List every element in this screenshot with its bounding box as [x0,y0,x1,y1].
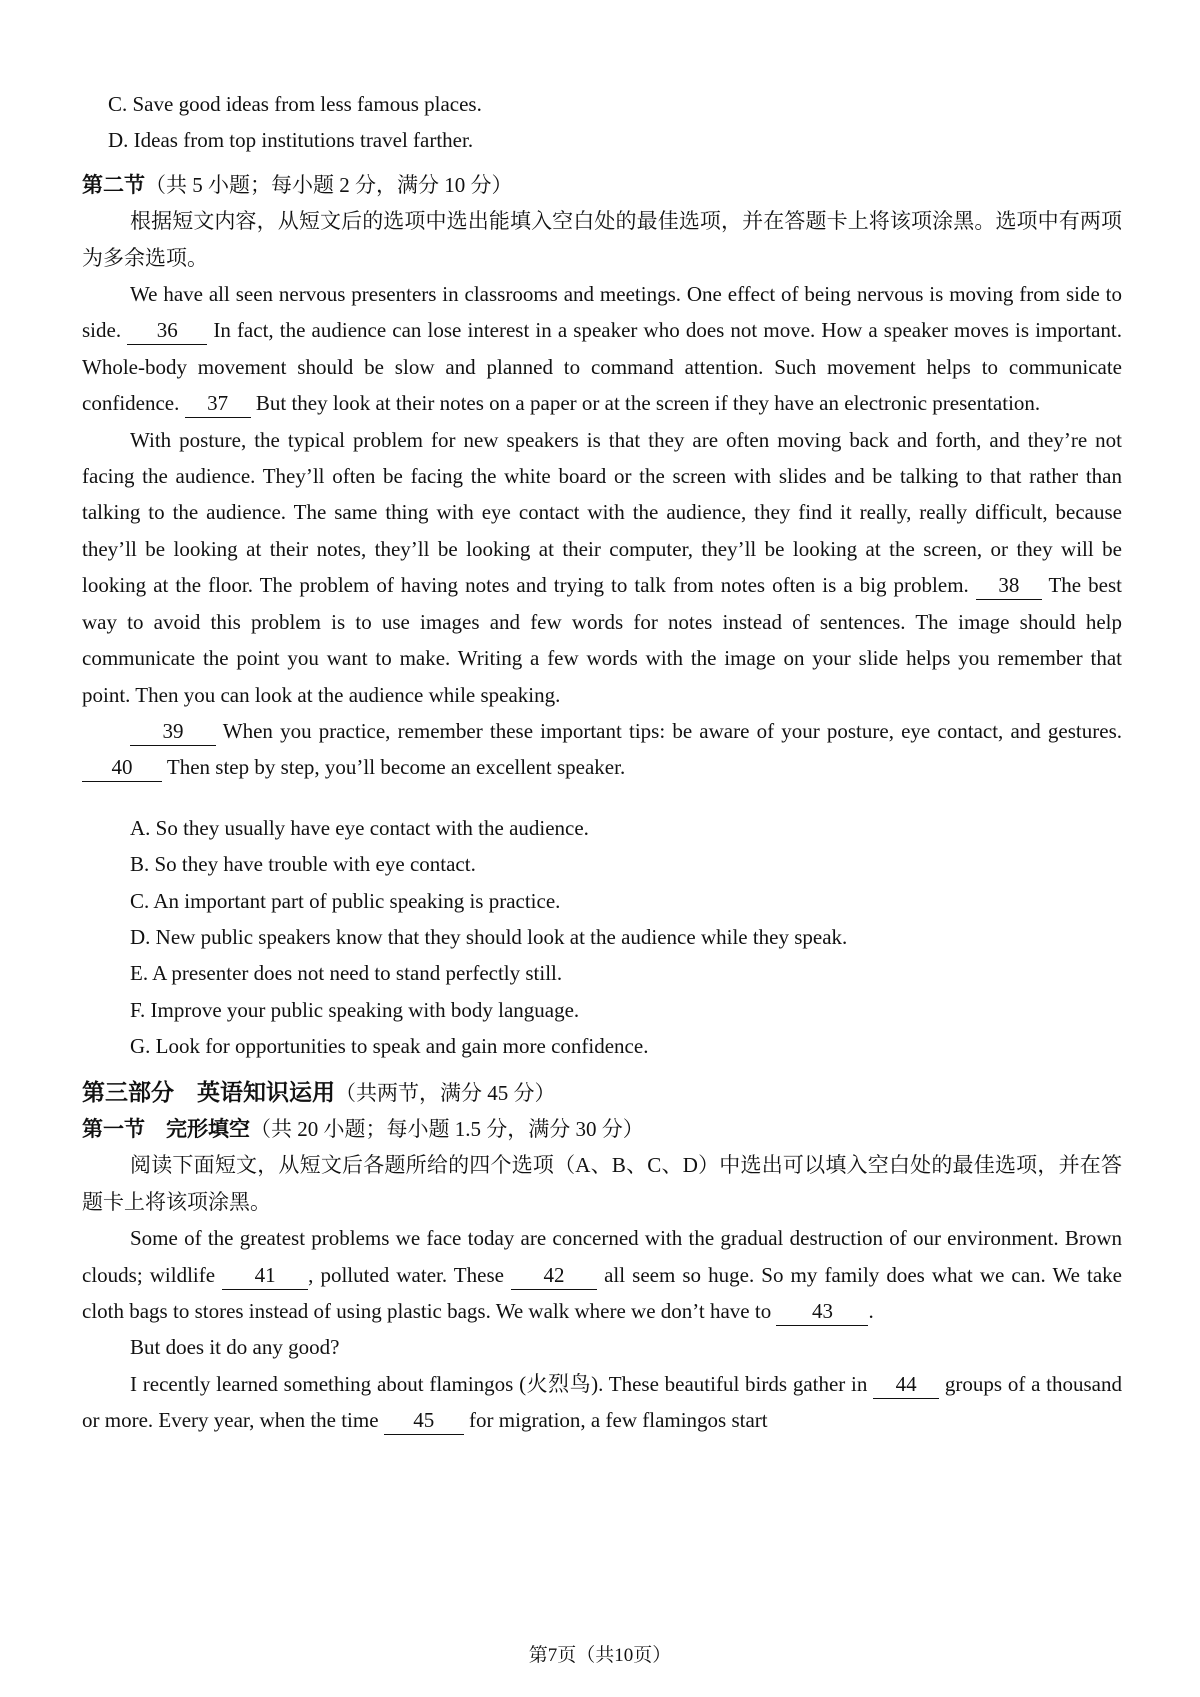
cloze-instruction: 阅读下面短文，从短文后各题所给的四个选项（A、B、C、D）中选出可以填入空白处的最佳选项，并在答题卡上将该项涂黑。 [82,1153,1122,1214]
section2-heading-note: （共 5 小题；每小题 2 分，满分 10 分） [145,172,513,197]
blank-38[interactable]: 38 [976,571,1042,600]
cloze-text: for migration, a few flamingos start [469,1408,768,1433]
passage-text: The best way to avoid this problem is to use images and few words for notes instead of sentences. The image should help communicate the point you want to make. Writing a few words with the image on your slide helps you remember that point. Then you can look at the audience while speaking. [82,573,1122,707]
blank-41[interactable]: 41 [222,1261,308,1290]
cloze-text: groups of a thousand or more. Every year, when the time [82,1371,1123,1433]
passage-text: When you practice, remember these important tips: be aware of your posture, eye contact, and gestures. [222,718,1122,743]
blank-37[interactable]: 37 [185,389,251,418]
blank-43[interactable]: 43 [776,1297,868,1326]
passage-text: We have all seen nervous presenters in classrooms and meetings. One effect of being nervous is moving from side to side. [82,282,1122,343]
cloze-heading-text: 第一节 完形填空 [82,1116,250,1141]
blank-39[interactable]: 39 [130,717,216,746]
option-a[interactable]: A. So they usually have eye contact with the audience. [130,815,589,840]
section2-instruction: 根据短文内容，从短文后的选项中选出能填入空白处的最佳选项，并在答题卡上将该项涂黑。选项中有两项为多余选项。 [82,209,1122,270]
cloze-paragraph-2: But does it do any good? [130,1335,340,1360]
passage-text: In fact, the audience can lose interest in a speaker who does not move. How a speaker moves is important. Whole-body movement should be slow and planned to command attention. Such movement helps to communicate confidence. [82,318,1123,416]
cloze-heading-note: （共 20 小题；每小题 1.5 分，满分 30 分） [250,1116,644,1141]
option-g[interactable]: G. Look for opportunities to speak and gain more confidence. [130,1034,649,1059]
passage-paragraph-2 [82,422,1122,713]
blank-40[interactable]: 40 [82,753,162,782]
exam-page [82,86,1122,1439]
part3-heading-text: 第三部分 英语知识运用 [82,1079,335,1105]
part3-heading-note: （共两节，满分 45 分） [335,1080,556,1105]
blank-44[interactable]: 44 [873,1370,939,1399]
blank-36[interactable]: 36 [127,316,207,345]
blank-42[interactable]: 42 [511,1261,597,1290]
cloze-paragraph-3 [82,1366,1122,1439]
cloze-text: Some of the greatest problems we face today are concerned with the gradual destruction of our environment. Brown clouds; wildlife [82,1226,1122,1287]
passage-paragraph-1 [82,276,1122,422]
option-e[interactable]: E. A presenter does not need to stand perfectly still. [130,961,563,986]
cloze-text: I recently learned something about flamingos (火烈鸟). These beautiful birds gather in [130,1371,868,1396]
cloze-text: , polluted water. These [308,1262,504,1287]
option-d-previous: D. Ideas from top institutions travel farther. [108,128,474,153]
passage-paragraph-3 [82,713,1122,786]
cloze-text: all seem so huge. So my family does what we can. We take cloth bags to stores instead of using plastic bags. We walk where we don’t have to [82,1262,1122,1323]
passage-text: With posture, the typical problem for new speakers is that they are often moving back and forth, and they’re not facing the audience. They’ll often be facing the white board or the screen with slides and be talking to that rather than talking to the audience. The same thing with eye contact with the audience, they find it really, really difficult, because they’ll be looking at their notes, they’ll be looking at their computer, they’ll be looking at the screen, or they will be looking at the floor. The problem of having notes and trying to talk from notes often is a big problem. [82,427,1122,598]
section2-heading [82,167,1122,203]
page-footer: 第7页（共10页） [528,1645,672,1666]
section2-heading-text: 第二节 [82,172,145,197]
cloze-paragraph-1 [82,1220,1122,1329]
option-f[interactable]: F. Improve your public speaking with body language. [130,997,580,1022]
blank-45[interactable]: 45 [384,1406,464,1435]
passage-text: Then step by step, you’ll become an excellent speaker. [166,755,626,780]
passage-text: But they look at their notes on a paper or at the screen if they have an electronic presentation. [255,391,1041,416]
option-c[interactable]: C. An important part of public speaking is practice. [130,888,561,913]
part3-heading [82,1075,1122,1111]
cloze-heading [82,1111,1122,1147]
option-d[interactable]: D. New public speakers know that they should look at the audience while they speak. [130,924,848,949]
option-c-previous: C. Save good ideas from less famous places. [108,92,482,116]
option-b[interactable]: B. So they have trouble with eye contact. [130,852,476,877]
cloze-text: . [868,1299,874,1323]
